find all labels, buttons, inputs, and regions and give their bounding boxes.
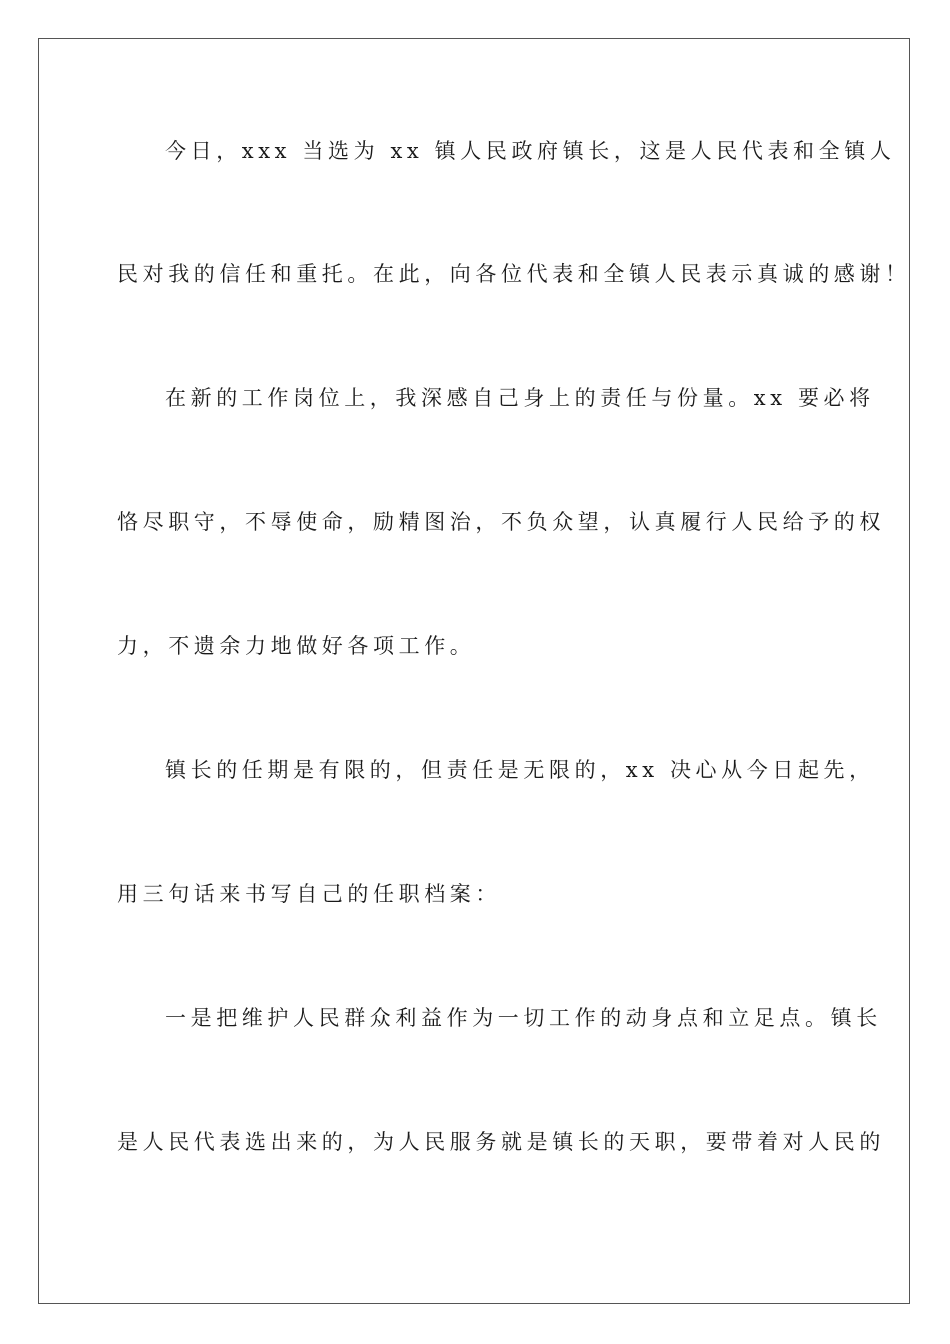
paragraph-1-line-1: 今日，xxx 当选为 xx 镇人民政府镇长，这是人民代表和全镇人 bbox=[165, 139, 896, 163]
paragraph-2-line-3: 力，不遗余力地做好各项工作。 bbox=[117, 634, 476, 658]
paragraph-4-line-2: 是人民代表选出来的，为人民服务就是镇长的天职，要带着对人民的 bbox=[117, 1130, 885, 1154]
page-border bbox=[38, 38, 910, 1304]
paragraph-2-line-1: 在新的工作岗位上，我深感自己身上的责任与份量。xx 要必将 bbox=[165, 386, 875, 410]
paragraph-3-line-2: 用三句话来书写自己的任职档案： bbox=[117, 882, 501, 906]
paragraph-1-line-2: 民对我的信任和重托。在此，向各位代表和全镇人民表示真诚的感谢！ bbox=[117, 262, 911, 286]
paragraph-2-line-2: 恪尽职守，不辱使命，励精图治，不负众望，认真履行人民给予的权 bbox=[117, 510, 885, 534]
paragraph-4-line-1: 一是把维护人民群众利益作为一切工作的动身点和立足点。镇长 bbox=[165, 1006, 882, 1030]
paragraph-3-line-1: 镇长的任期是有限的，但责任是无限的，xx 决心从今日起先， bbox=[165, 758, 875, 782]
